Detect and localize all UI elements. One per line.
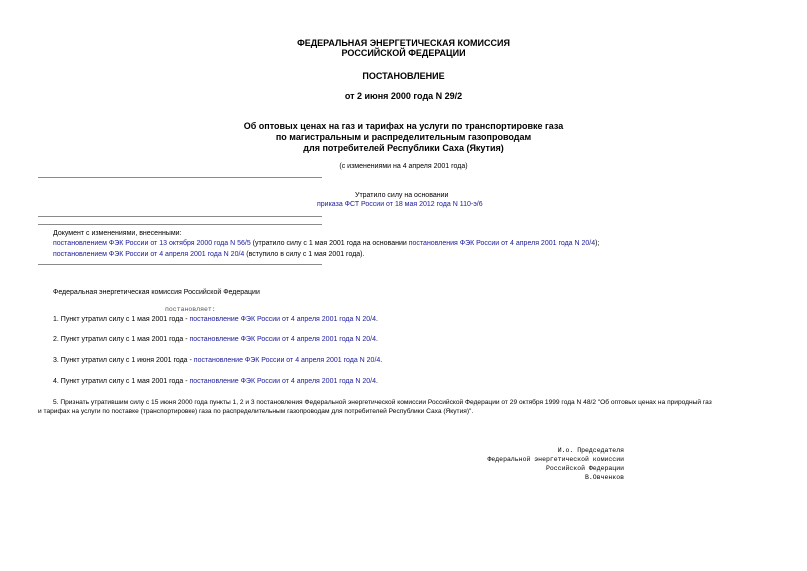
point-1 [53, 315, 378, 324]
signature-country: Российской Федерации [545, 465, 624, 472]
changes-item-2-link[interactable]: постановлением ФЭК России от 4 апреля 2001 года N 20/4 [53, 251, 245, 258]
point-1-text: 1. Пункт утратил силу с 1 мая 2001 года - [53, 316, 190, 323]
amendment-note: (с изменениями на 4 апреля 2001 года) [339, 163, 468, 170]
point-3-text: 3. Пункт утратил силу с 1 июня 2001 года - [53, 357, 194, 364]
point-2 [53, 335, 378, 344]
point-2-end: . [375, 336, 378, 343]
point-4-end: . [375, 378, 378, 385]
changes-item-2 [53, 250, 364, 259]
point-4-link[interactable]: постановление ФЭК России от 4 апреля 2001 года N 20/4 [189, 378, 376, 385]
lost-force-link[interactable]: приказа ФСТ России от 18 мая 2012 года N 110-э/6 [317, 201, 483, 208]
point-4-text: 4. Пункт утратил силу с 1 мая 2001 года - [53, 378, 190, 385]
signature-org: Федеральной энергетической комиссии [487, 456, 624, 463]
point-1-link[interactable]: постановление ФЭК России от 4 апреля 2001 года N 20/4 [189, 316, 376, 323]
changes-item-1-link[interactable]: постановлением ФЭК России от 13 октября 2000 года N 56/5 [53, 240, 251, 247]
changes-item-1-text: (утратило силу с 1 мая 2001 года на основании [250, 240, 409, 247]
divider [38, 216, 322, 217]
lost-force-label: Утратило силу на основании [355, 192, 449, 199]
commission-name: Федеральная энергетическая комиссия Российской Федерации [53, 289, 260, 296]
document-title-line3: для потребителей Республики Саха (Якутия) [303, 143, 504, 153]
document-title-line1: Об оптовых ценах на газ и тарифах на услуги по транспортировке газа [243, 121, 564, 131]
point-3 [53, 356, 382, 365]
changes-item-1-end: ); [595, 240, 600, 247]
org-name-line1: ФЕДЕРАЛЬНАЯ ЭНЕРГЕТИЧЕСКАЯ КОМИССИЯ [297, 38, 510, 48]
changes-intro: Документ с изменениями, внесенными: [53, 230, 182, 237]
document-type: ПОСТАНОВЛЕНИЕ [362, 71, 445, 81]
resolves-word: постановляет: [165, 306, 216, 313]
changes-item-1-link2[interactable]: постановления ФЭК России от 4 апреля 2001 года N 20/4 [408, 240, 596, 247]
document-title-line2: по магистральным и распределительным газопроводам [275, 132, 532, 142]
point-4 [53, 377, 378, 386]
document-date: от 2 июня 2000 года N 29/2 [344, 91, 463, 101]
point-3-link[interactable]: постановление ФЭК России от 4 апреля 2001 года N 20/4 [193, 357, 381, 364]
point-5-line1: 5. Признать утратившим силу с 15 июня 2000 года пункты 1, 2 и 3 постановления Федеральной энергетической комиссии Российской Федерации от 29 октября 1999 года N 48/2 "Об оптовых ценах на природный газ [53, 399, 712, 406]
point-1-end: . [375, 316, 378, 323]
signature-name: В.Овченков [584, 474, 624, 481]
point-5-line2: и тарифах на услуги по поставке (транспортировке) газа по распределительным газопроводам для потребителей Республики Саха (Якутия)". [38, 408, 474, 415]
point-3-end: . [380, 357, 383, 364]
changes-item-2-text: (вступило в силу с 1 мая 2001 года). [244, 251, 365, 258]
org-name-line2: РОССИЙСКОЙ ФЕДЕРАЦИИ [341, 48, 466, 58]
divider [38, 224, 322, 225]
signature-title: И.о. Председателя [557, 447, 624, 454]
divider [38, 264, 322, 265]
changes-item-1 [53, 239, 599, 248]
divider [38, 177, 322, 178]
point-2-text: 2. Пункт утратил силу с 1 мая 2001 года - [53, 336, 190, 343]
point-2-link[interactable]: постановление ФЭК России от 4 апреля 2001 года N 20/4 [189, 336, 376, 343]
